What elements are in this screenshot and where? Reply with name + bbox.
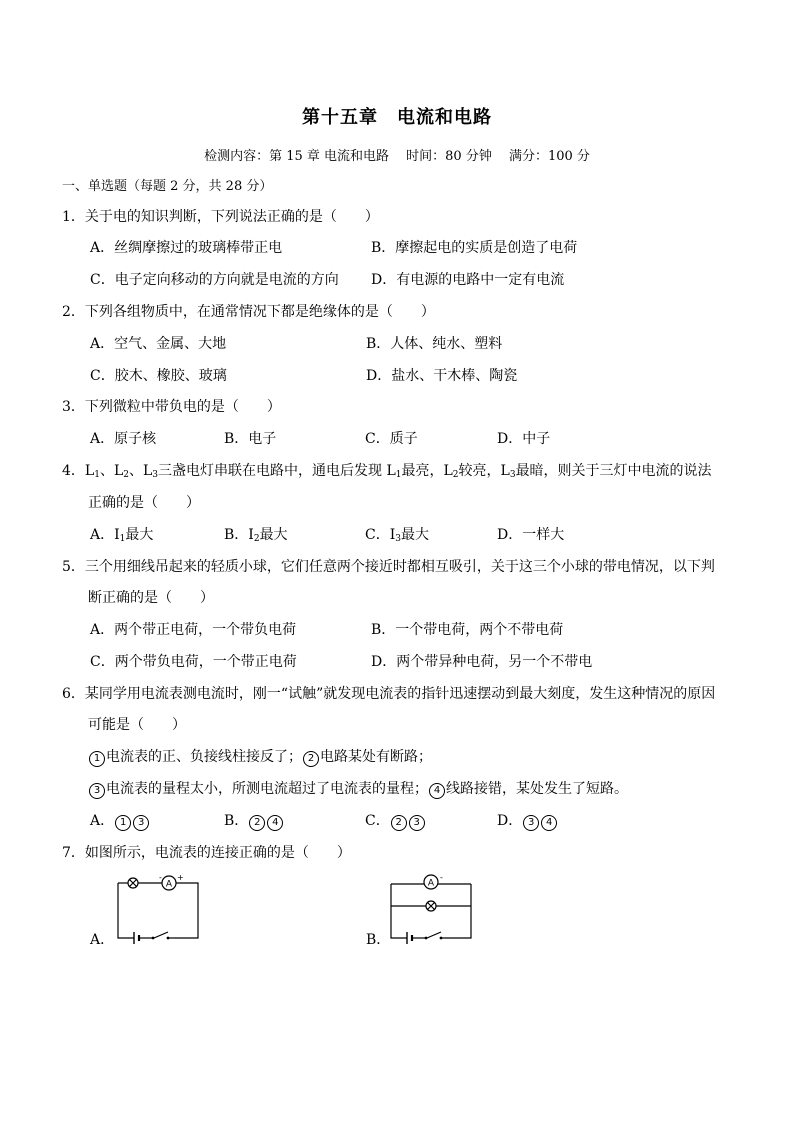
test-info: 检测内容：第 15 章 电流和电路 时间：80 分钟 满分：100 分	[204, 149, 590, 164]
circled-number-3: 3	[523, 815, 539, 831]
circled-number-4: 4	[541, 815, 557, 831]
question-7-stem: 7．如图所示，电流表的连接正确的是（ ）	[62, 845, 351, 861]
question-3-option-c[interactable]: C．质子	[365, 431, 418, 447]
question-3-option-b[interactable]: B．电子	[224, 431, 277, 447]
question-4-stem-line2: 正确的是（ ）	[88, 495, 200, 511]
question-5-option-b[interactable]: B．一个带电荷，两个不带电荷	[371, 622, 564, 638]
ammeter-minus: -	[159, 873, 162, 882]
question-1-option-d[interactable]: D．有电源的电路中一定有电流	[371, 272, 565, 288]
question-5-stem-line2: 断正确的是（ ）	[88, 590, 214, 606]
question-6-option-b[interactable]: B． 2 4	[224, 812, 284, 831]
question-3-option-a[interactable]: A．原子核	[90, 431, 157, 447]
circled-number-2: 2	[249, 815, 265, 831]
circled-number-1: 1	[115, 815, 131, 831]
question-1-option-b[interactable]: B．摩擦起电的实质是创造了电荷	[371, 240, 578, 256]
question-6-stem-line1: 6．某同学用电流表测电流时，刚一“试触”就发现电流表的指针迅速摆动到最大刻度，发生这种情况的原因	[62, 686, 716, 702]
question-3-option-d[interactable]: D．中子	[497, 431, 551, 447]
question-5-option-c[interactable]: C．两个带负电荷，一个带正电荷	[90, 654, 297, 670]
circled-number-2: 2	[391, 815, 407, 831]
question-4-stem-line1: 4．$L_1$、$L_2$、$L_3$三盏电灯串联在电路中，通电后发现 $L_1$最亮，$L_2$较亮，$L_3$最暗，则关于三灯中电流的说法	[62, 463, 712, 480]
question-4-option-c[interactable]: C．$I_3$最大	[365, 527, 429, 544]
question-4-option-d[interactable]: D．一样大	[497, 527, 565, 543]
question-6-option-d[interactable]: D． 3 4	[497, 812, 558, 831]
question-1-option-a[interactable]: A．丝绸摩擦过的玻璃棒带正电	[90, 240, 283, 256]
question-4-option-b[interactable]: B．$I_2$最大	[224, 527, 288, 544]
circled-number-4: 4	[429, 783, 445, 799]
page-title: 第十五章 电流和电路	[302, 107, 492, 128]
circuit-diagram-b	[385, 868, 485, 950]
ammeter-plus: +	[177, 873, 184, 882]
question-2-stem: 2．下列各组物质中，在通常情况下都是绝缘体的是（ ）	[62, 304, 435, 320]
question-3-stem: 3．下列微粒中带负电的是（ ）	[62, 399, 281, 415]
question-5-option-a[interactable]: A．两个带正电荷，一个带负电荷	[90, 622, 297, 638]
circled-number-3: 3	[89, 783, 105, 799]
question-1-option-c[interactable]: C．电子定向移动的方向就是电流的方向	[90, 272, 339, 288]
question-2-option-a[interactable]: A．空气、金属、大地	[90, 336, 227, 352]
ammeter-label: A	[165, 879, 173, 890]
section-heading: 一、单选题（每题 2 分，共 28 分）	[62, 179, 273, 194]
question-6-statements-2: 3 电流表的量程太小，所测电流超过了电流表的量程； 4 线路接错，某处发生了短路。	[88, 780, 628, 799]
question-2-option-c[interactable]: C．胶木、橡胶、玻璃	[90, 368, 227, 384]
circled-number-4: 4	[267, 815, 283, 831]
question-6-stem-line2: 可能是（ ）	[88, 717, 186, 733]
question-5-stem-line1: 5．三个用细线吊起来的轻质小球，它们任意两个接近时都相互吸引，关于这三个小球的带电情况，以下判	[62, 559, 715, 575]
ammeter-minus: -	[440, 873, 443, 882]
ammeter-label: A	[427, 878, 435, 889]
question-2-option-d[interactable]: D．盐水、干木棒、陶瓷	[366, 368, 518, 384]
circled-number-3: 3	[409, 815, 425, 831]
question-1-stem: 1．关于电的知识判断，下列说法正确的是（ ）	[62, 209, 379, 225]
question-7-option-b[interactable]: B．	[366, 932, 391, 948]
question-7-option-a[interactable]: A．	[90, 932, 115, 948]
circled-number-1: 1	[89, 751, 105, 767]
question-6-statements-1: 1 电流表的正、负接线柱接反了； 2 电路某处有断路；	[88, 748, 432, 767]
question-5-option-d[interactable]: D．两个带异种电荷，另一个不带电	[371, 654, 593, 670]
question-6-option-a[interactable]: A． 1 3	[90, 812, 150, 831]
circled-number-2: 2	[303, 751, 319, 767]
question-6-option-c[interactable]: C． 2 3	[365, 812, 426, 831]
question-2-option-b[interactable]: B．人体、纯水、塑料	[366, 336, 503, 352]
circled-number-3: 3	[133, 815, 149, 831]
circuit-diagram-a	[110, 870, 210, 950]
question-4-option-a[interactable]: A．$I_1$最大	[90, 527, 154, 544]
